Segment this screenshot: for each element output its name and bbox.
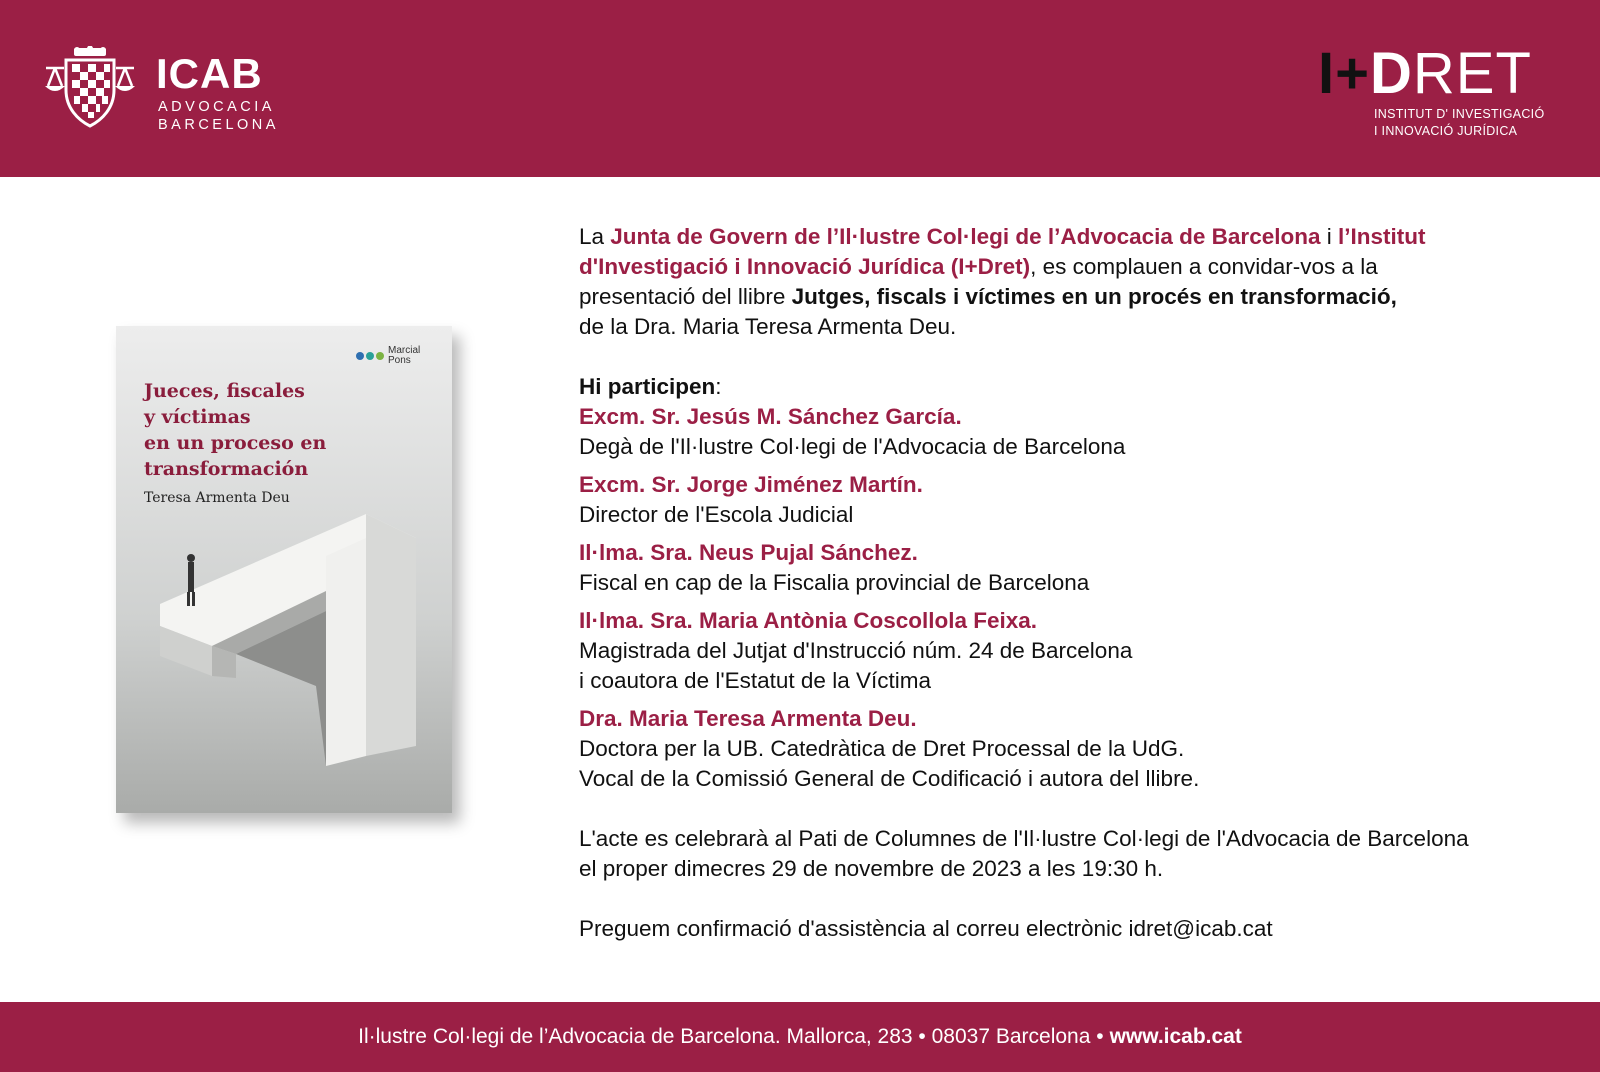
rsvp-paragraph: Preguem confirmació d'assistència al correu electrònic idret@icab.cat: [579, 916, 1273, 941]
book-title-line: y víctimas: [144, 406, 251, 428]
idret-mark-ip: I+: [1318, 41, 1370, 106]
publisher-dot-green: [376, 352, 384, 360]
book-title-line: Jueces, fiscales: [144, 380, 305, 402]
invitation-text: [579, 222, 1559, 944]
idret-logo: [1318, 41, 1558, 144]
idret-mark-ret: RET: [1412, 41, 1532, 106]
venue-line: L'acte es celebrarà al Pati de Columnes de l'Il·lustre Col·legi de l'Advocacia de Barcelona: [579, 826, 1469, 851]
publisher-dot-teal: [366, 352, 374, 360]
book-cover: [116, 326, 452, 813]
intro-text: La: [579, 224, 611, 249]
intro-paragraph: [579, 222, 1479, 342]
participant-name: Dra. Maria Teresa Armenta Deu.: [579, 706, 917, 731]
participant: [579, 704, 1559, 794]
venue-date-line: el proper dimecres 29 de novembre de 2023 a les 19:30 h.: [579, 856, 1164, 881]
participant-role: Doctora per la UB. Catedràtica de Dret Processal de la UdG.: [579, 736, 1185, 761]
participant-role: i coautora de l'Estatut de la Víctima: [579, 668, 931, 693]
participants-heading: [579, 372, 1559, 402]
book-cover-title: [144, 378, 384, 482]
intro-text: de la Dra. Maria Teresa Armenta Deu.: [579, 314, 957, 339]
footer-website-link[interactable]: www.icab.cat: [1109, 1025, 1242, 1048]
participant: [579, 402, 1559, 462]
footer-address: Il·lustre Col·legi de l’Advocacia de Barcelona. Mallorca, 283 • 08037 Barcelona •: [358, 1025, 1104, 1048]
publisher-logo: [356, 346, 420, 366]
book-title-line: en un proceso en: [144, 432, 327, 454]
participant: [579, 606, 1559, 696]
publisher-dots-icon: [356, 352, 384, 360]
participant: [579, 470, 1559, 530]
icab-name: ICAB: [156, 50, 263, 97]
intro-book-title: Jutges, fiscals i víctimes en un procés en transformació,: [791, 284, 1397, 309]
publisher-dot-blue: [356, 352, 364, 360]
participants-heading-colon: :: [715, 374, 722, 399]
participant-role: Magistrada del Jutjat d'Instrucció núm. 24 de Barcelona: [579, 638, 1133, 663]
participant-name: Il·lma. Sra. Neus Pujal Sánchez.: [579, 540, 918, 565]
participant-role: Degà de l'Il·lustre Col·legi de l'Advocacia de Barcelona: [579, 434, 1126, 459]
idret-sub-line1: INSTITUT D' INVESTIGACIÓ: [1374, 107, 1545, 121]
publisher-name-line1: Marcial: [388, 345, 421, 356]
intro-text: , es complauen a convidar-vos a la presentació del llibre: [579, 254, 1378, 309]
book-title-line: transformación: [144, 458, 309, 480]
icab-sub-line2: BARCELONA: [158, 117, 279, 133]
idret-subtitle: [1374, 106, 1544, 140]
icab-sub-line1: ADVOCACIA: [158, 99, 275, 115]
idret-mark-d: D: [1370, 41, 1413, 106]
participants-heading-text: Hi participen: [579, 374, 716, 399]
participant-role: Fiscal en cap de la Fiscalia provincial de Barcelona: [579, 570, 1090, 595]
participant: [579, 538, 1559, 598]
icab-shield-icon: [44, 46, 136, 132]
venue-paragraph: [579, 824, 1559, 884]
idret-mark: [1318, 41, 1532, 106]
icab-subtitle: [158, 98, 279, 134]
participant-role: Vocal de la Comissió General de Codificació i autora del llibre.: [579, 766, 1200, 791]
book-cover-author: Teresa Armenta Deu: [144, 490, 290, 506]
publisher-name-line2: Pons: [388, 355, 411, 366]
idret-sub-line2: I INNOVACIÓ JURÍDICA: [1374, 124, 1518, 138]
header-banner: [0, 0, 1600, 177]
publisher-name: [388, 346, 420, 366]
intro-org-idret: l’Institut d'Investigació i Innovació Jurídica (I+Dret): [579, 224, 1426, 279]
footer-banner: [0, 1002, 1600, 1072]
participant-name: Excm. Sr. Jesús M. Sánchez García.: [579, 404, 962, 429]
participant-name: Il·lma. Sra. Maria Antònia Coscollola Feixa.: [579, 608, 1038, 633]
participant-role: Director de l'Escola Judicial: [579, 502, 854, 527]
intro-text: i: [1320, 224, 1338, 249]
intro-org-icab: Junta de Govern de l’Il·lustre Col·legi de l’Advocacia de Barcelona: [610, 224, 1321, 249]
icab-logo: [44, 46, 284, 136]
participant-name: Excm. Sr. Jorge Jiménez Martín.: [579, 472, 923, 497]
